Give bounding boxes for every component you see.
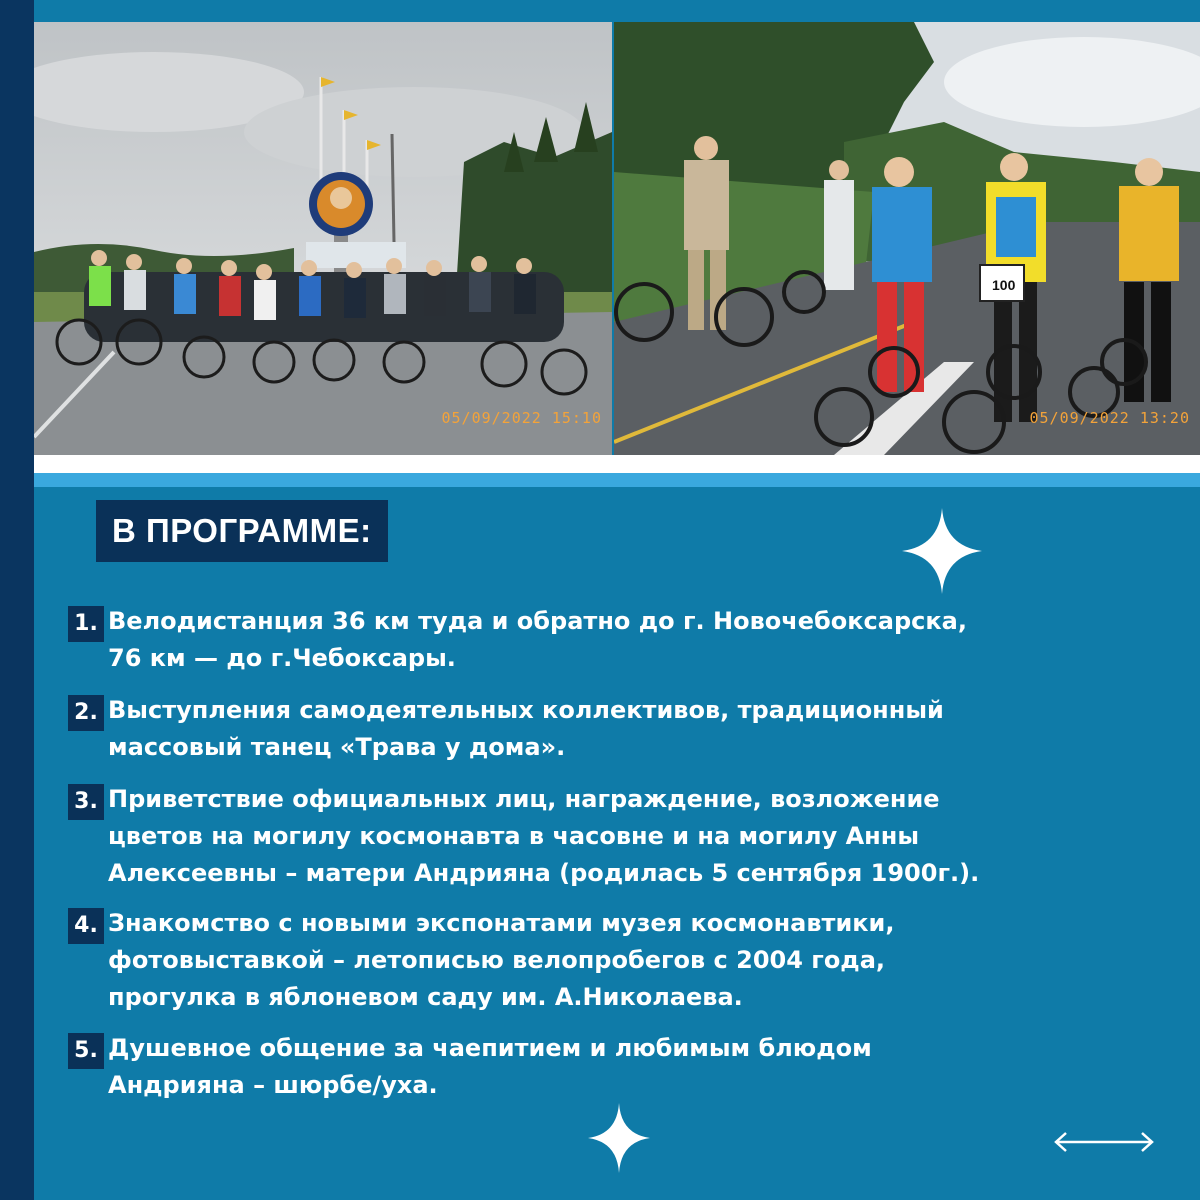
item-text: Велодистанция 36 км туда и обратно до г. Новочебоксарска, 76 км — до г.Чебоксары. [108,607,967,672]
photo-timestamp: 05/09/2022 13:20 [1029,409,1190,427]
item-text: Выступления самодеятельных коллективов, традиционный массовый танец «Трава у дома». [108,696,944,761]
double-arrow-icon[interactable] [1052,1130,1156,1154]
sparkle-star-icon [902,508,982,594]
program-title: В ПРОГРАММЕ: [96,500,388,562]
item-number: 1. [68,606,104,642]
bib-number: 100 [992,277,1016,293]
white-divider [34,455,1200,473]
item-text: Приветствие официальных лиц, награждение, возложение цветов на могилу космонавта в часовне и на могилу Анны Алексеевны – матери Андрияна (родилась 5 сентября 1900г.). [108,785,980,887]
item-text: Знакомство с новыми экспонатами музея космонавтики, фотовыставкой – летописью велопробегов с 2004 года, прогулка в яблоневом саду им. А.Николаева. [108,909,895,1011]
left-navy-strip [0,0,34,1200]
accent-divider [34,473,1200,487]
item-number: 3. [68,784,104,820]
top-band [34,0,1200,22]
photo-cyclists-on-road [614,22,1200,455]
item-text: Душевное общение за чаепитием и любимым блюдом Андрияна – шюрбе/уха. [108,1034,872,1099]
item-number: 4. [68,908,104,944]
photo-timestamp: 05/09/2022 15:10 [441,409,602,427]
sparkle-star-icon [588,1103,650,1173]
photo-cyclists-at-monument [34,22,612,455]
item-number: 5. [68,1033,104,1069]
item-number: 2. [68,695,104,731]
